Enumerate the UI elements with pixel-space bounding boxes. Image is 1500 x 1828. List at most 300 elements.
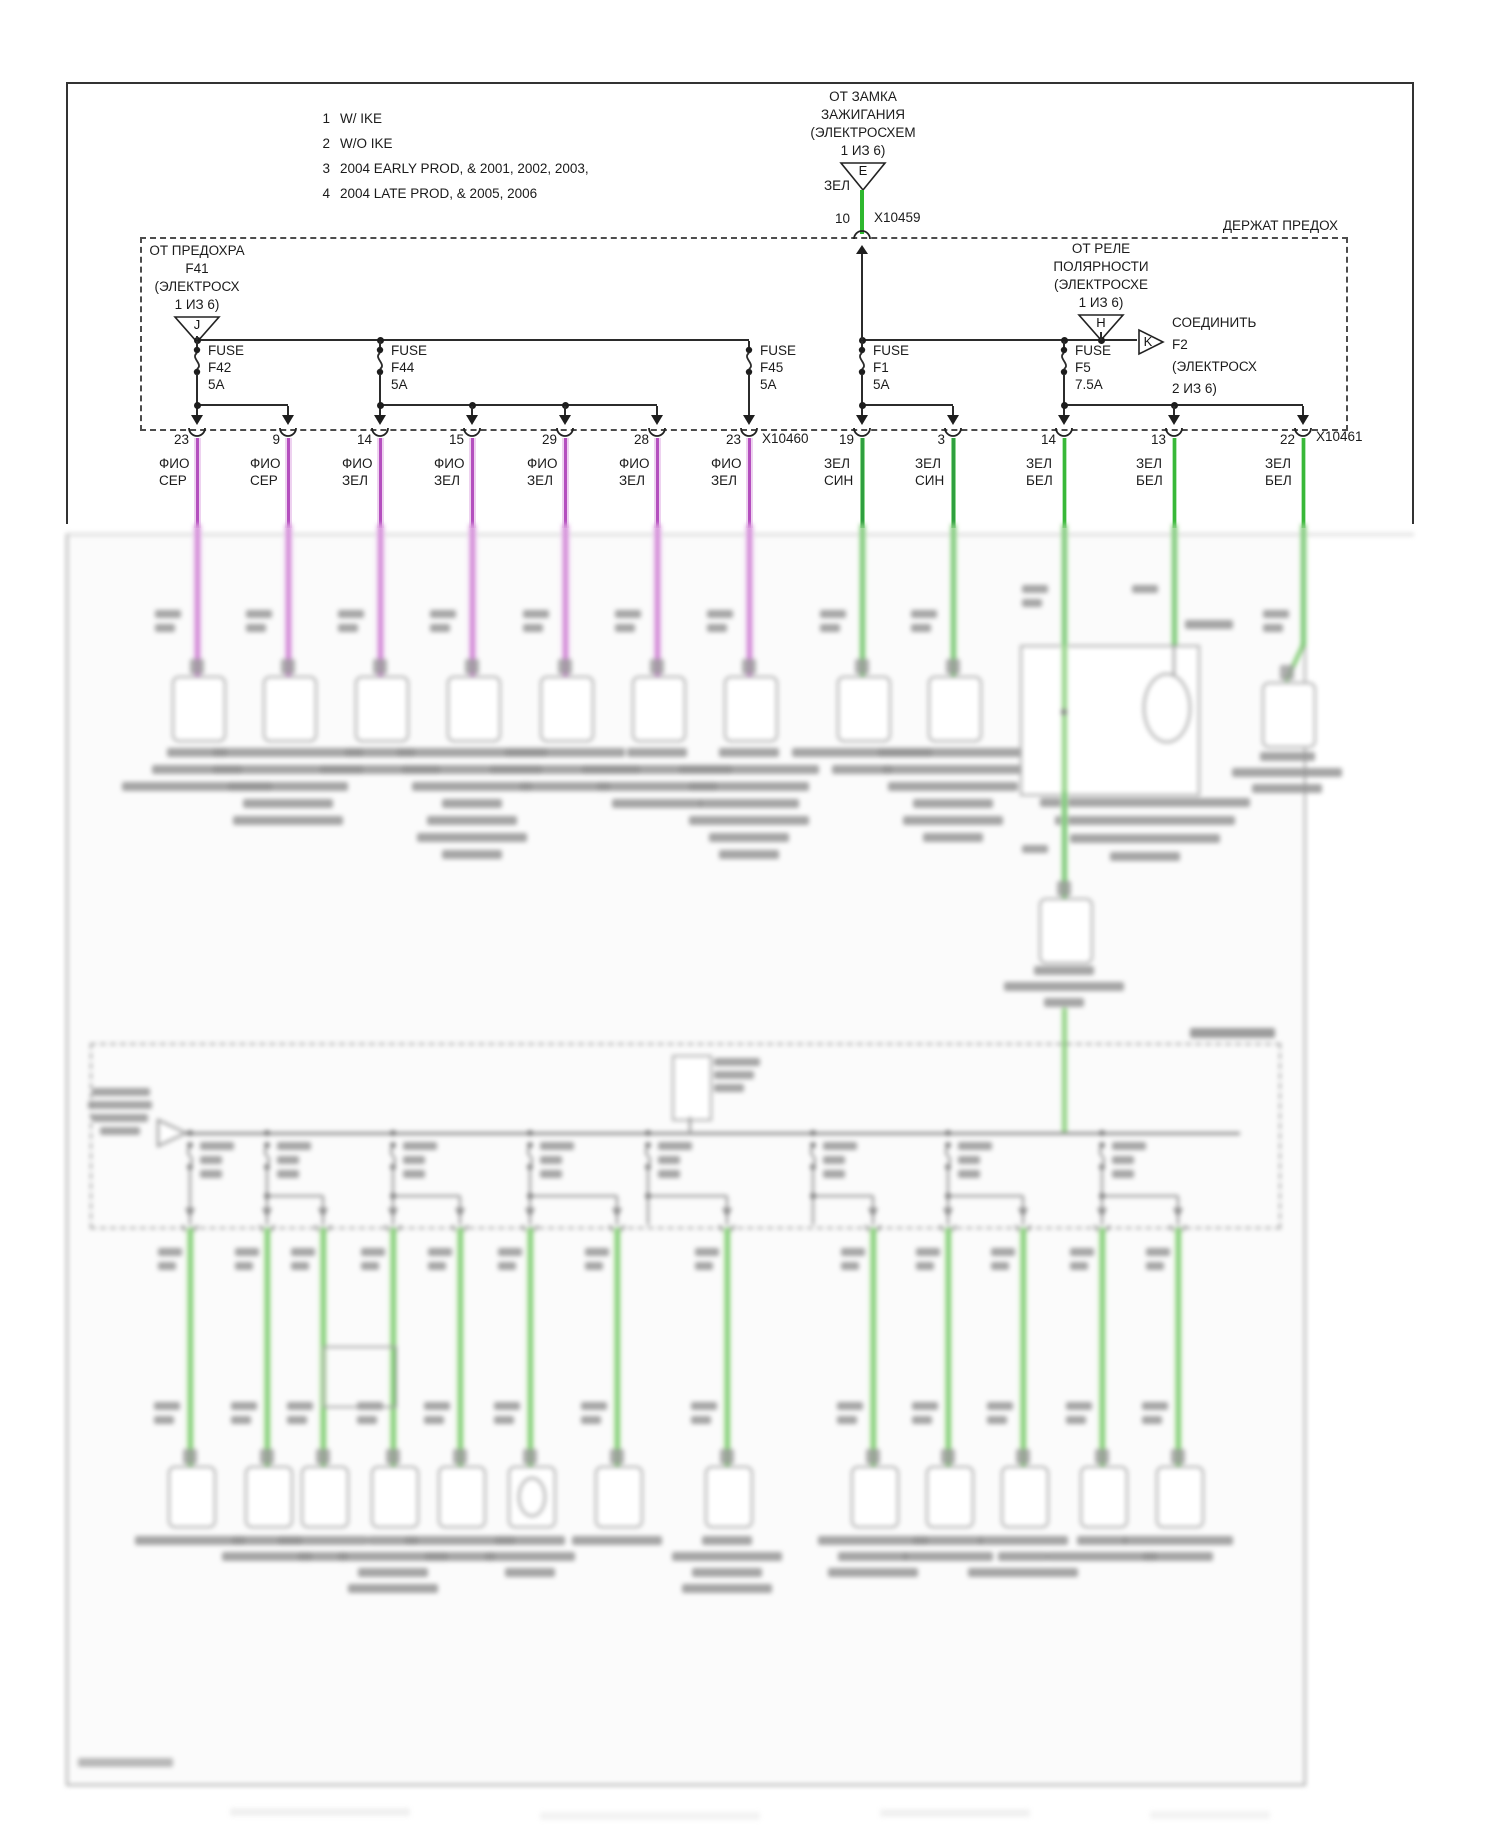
blurred-component-box	[540, 676, 594, 742]
blurred-component-box	[438, 1466, 486, 1528]
wire-color-label: ФИО	[342, 456, 373, 471]
blurred-text-smudge	[615, 610, 641, 618]
source-text: (ЭЛЕКТРОСХЕ	[1054, 277, 1148, 292]
blurred-text-smudge	[941, 1449, 955, 1464]
blurred-jog-drop	[322, 1196, 324, 1225]
blurred-junction-dot	[1061, 709, 1067, 715]
wire-color-label: СЕР	[250, 473, 278, 488]
blurred-text-smudge	[338, 610, 364, 618]
wire-color-label: ЗЕЛ	[915, 456, 942, 471]
blurred-fuse-icon	[940, 1140, 956, 1172]
blurred-junction-dot	[945, 1193, 951, 1199]
wire-violet-core	[379, 438, 382, 528]
blurred-text-smudge	[316, 1449, 330, 1464]
blurred-text-smudge	[495, 1536, 565, 1545]
blurred-component-box	[724, 676, 778, 742]
blurred-text-smudge	[612, 799, 702, 808]
blurred-text-smudge	[903, 1552, 993, 1561]
blurred-text-smudge	[1143, 1552, 1213, 1561]
wire-green	[860, 438, 865, 528]
triangle-h-icon	[1077, 314, 1125, 342]
blurred-text-smudge	[78, 1758, 173, 1767]
blurred-text-smudge	[691, 1402, 717, 1410]
wire-color-label: ЗЕЛ	[1136, 456, 1163, 471]
svg-text:J: J	[193, 317, 201, 332]
blurred-text-smudge	[357, 1402, 383, 1410]
blurred-text-smudge	[167, 748, 227, 757]
source-text: ОТ ЗАМКА	[829, 89, 897, 104]
blurred-text-smudge	[1142, 1416, 1162, 1424]
blurred-text-smudge	[903, 816, 1003, 825]
wire-color-label: СИН	[915, 473, 945, 488]
blurred-text-smudge	[243, 799, 333, 808]
blurred-text-smudge	[1190, 1028, 1275, 1038]
blurred-arrow-down-icon	[1096, 1206, 1108, 1218]
blurred-component-box	[595, 1466, 643, 1528]
blurred-jog-drop	[872, 1196, 874, 1225]
blurred-text-smudge	[1146, 1262, 1164, 1270]
blurred-text-smudge	[1077, 1536, 1127, 1545]
blurred-text-smudge	[361, 1248, 385, 1256]
pin-number: 23	[725, 432, 741, 447]
triangle-j-icon	[173, 316, 221, 344]
blurred-text-smudge	[1047, 1552, 1157, 1561]
blurred-text-smudge	[357, 1416, 377, 1424]
blurred-text-smudge	[403, 1156, 425, 1164]
blurred-text-smudge	[916, 1248, 940, 1256]
blurred-text-smudge	[152, 765, 242, 774]
blurred-text-smudge	[987, 1416, 1007, 1424]
blurred-wire-green	[859, 524, 866, 676]
blurred-text-smudge	[742, 659, 756, 674]
blurred-text-smudge	[231, 1402, 257, 1410]
blurred-wire-violet	[468, 524, 477, 676]
blurred-text-smudge	[228, 782, 348, 791]
pin-number: 29	[541, 432, 557, 447]
blurred-jog-drop	[1177, 1196, 1179, 1225]
blurred-text-smudge	[540, 1142, 574, 1150]
blurred-fuse-out	[529, 1168, 531, 1225]
fuse-amps: 5A	[760, 377, 777, 392]
source-text: СОЕДИНИТЬ	[1172, 315, 1257, 330]
source-text: F41	[185, 261, 209, 276]
blurred-arrow-down-icon	[867, 1206, 879, 1218]
source-text: 1 ИЗ 6)	[1078, 295, 1124, 310]
wire-color-label: СИН	[824, 473, 854, 488]
blurred-wire-green	[456, 1228, 464, 1466]
blurred-text-smudge	[442, 850, 502, 859]
wire-color-label: ЗЕЛ	[527, 473, 554, 488]
wire-violet	[194, 438, 201, 528]
blurred-text-smudge	[820, 624, 840, 632]
blurred-arrow-down-icon	[942, 1206, 954, 1218]
wire-color-label: БЕЛ	[1136, 473, 1163, 488]
blurred-wire-green-core	[189, 1228, 192, 1466]
blurred-text-smudge	[820, 610, 846, 618]
wire-color-label: СЕР	[159, 473, 187, 488]
blurred-wire-green-core	[1302, 524, 1305, 646]
blurred-component-box	[1039, 898, 1093, 964]
blurred-fuse-out	[392, 1168, 394, 1225]
blurred-wire-green	[944, 1228, 952, 1466]
blurred-component-box	[705, 1466, 753, 1528]
blurred-text-smudge	[883, 765, 1023, 774]
blurred-component-box	[837, 676, 891, 742]
blurred-wire-green-core	[322, 1228, 325, 1466]
blurred-text-smudge	[958, 1156, 980, 1164]
blurred-text-smudge	[709, 833, 789, 842]
blurred-text-smudge	[714, 1071, 754, 1079]
wire-violet	[377, 438, 384, 528]
blurred-text-smudge	[291, 1248, 315, 1256]
source-text: (ЭЛЕКТРОСХ	[1172, 359, 1257, 374]
blurred-text-smudge	[720, 1449, 734, 1464]
blurred-arrow-down-icon	[1172, 1206, 1184, 1218]
blurred-text-smudge	[714, 1084, 744, 1092]
blurred-arrow-down-icon	[184, 1206, 196, 1218]
blurred-fuse-out	[812, 1168, 814, 1225]
blurred-junction-dot	[945, 1130, 951, 1136]
blurred-text-smudge	[490, 765, 640, 774]
source-polarity-relay	[1006, 240, 1196, 342]
blurred-wire-violet	[193, 524, 202, 676]
blurred-text-smudge	[585, 1248, 609, 1256]
wire-violet	[285, 438, 292, 528]
blurred-text-smudge	[1016, 1449, 1030, 1464]
blurred-wire-violet	[284, 524, 293, 676]
legend-item-label: W/ IKE	[340, 111, 383, 126]
blurred-text-smudge	[692, 1568, 762, 1577]
source-from-fuse-f41	[102, 242, 292, 344]
blurred-fuse-out	[1101, 1168, 1103, 1225]
blurred-jog-line	[813, 1195, 873, 1197]
blurred-text-smudge	[1066, 1416, 1086, 1424]
blurred-junction-dot	[390, 1193, 396, 1199]
blurred-fuse-icon	[522, 1140, 538, 1172]
blurred-wire-green-core	[1063, 524, 1066, 645]
blurred-bracket	[323, 1346, 397, 1408]
blurred-text-smudge	[291, 1262, 309, 1270]
blurred-arrow-down-icon	[454, 1206, 466, 1218]
blurred-arrow-down-icon	[611, 1206, 623, 1218]
blurred-text-smudge	[912, 1416, 932, 1424]
connector-label-x10459: X10459	[874, 210, 921, 225]
blurred-text-smudge	[92, 1088, 150, 1096]
blurred-junction-dot	[264, 1130, 270, 1136]
wire-color-label: ФИО	[527, 456, 558, 471]
blurred-junction-dot	[527, 1130, 533, 1136]
blurred-wire-green	[613, 1228, 621, 1466]
legend-item-num: 2	[322, 136, 330, 151]
blurred-text-smudge	[498, 1248, 522, 1256]
blurred-text-smudge	[281, 659, 295, 674]
source-text: ЗАЖИГАНИЯ	[821, 107, 905, 122]
blurred-text-smudge	[691, 1416, 711, 1424]
blurred-wire-violet-core	[471, 524, 474, 676]
blurred-wire-violet	[653, 524, 662, 676]
blurred-text-smudge	[213, 748, 363, 757]
blurred-text-smudge	[837, 1416, 857, 1424]
blurred-text-smudge	[991, 1248, 1015, 1256]
svg-text:K: K	[1143, 334, 1153, 349]
blurred-text-smudge	[1185, 620, 1233, 629]
blurred-component-box	[301, 1466, 349, 1528]
blurred-text-smudge	[523, 624, 543, 632]
wire-color-label: ФИО	[250, 456, 281, 471]
wire-color-label: ФИО	[619, 456, 650, 471]
fuse-amps: 5A	[208, 377, 225, 392]
blurred-text-smudge	[260, 1449, 274, 1464]
blurred-connector-icon	[718, 1220, 736, 1230]
blurred-text-smudge	[277, 1142, 311, 1150]
wire-color-label: ФИО	[711, 456, 742, 471]
blurred-text-smudge	[231, 1416, 251, 1424]
blurred-text-smudge	[823, 1142, 857, 1150]
blurred-text-smudge	[707, 610, 733, 618]
wire-violet-core	[287, 438, 290, 528]
blurred-connector-icon	[864, 1220, 882, 1230]
blurred-junction-dot	[645, 1193, 651, 1199]
blurred-wire-green-core	[872, 1228, 875, 1466]
blurred-text-smudge	[100, 1127, 140, 1135]
blurred-text-smudge	[403, 1170, 425, 1178]
blurred-component-box	[632, 676, 686, 742]
source-text: ОТ РЕЛЕ	[1071, 241, 1131, 256]
blurred-arrow-down-icon	[1017, 1206, 1029, 1218]
pin-number: 9	[272, 432, 280, 447]
blurred-wire-green-diagonal	[1284, 644, 1305, 682]
blurred-text-smudge	[610, 1449, 624, 1464]
fuse-amps: 5A	[391, 377, 408, 392]
sheet-border-top	[66, 82, 1414, 84]
blurred-text-smudge	[837, 1402, 863, 1410]
blurred-component-box	[245, 1466, 293, 1528]
blurred-text-smudge	[338, 1552, 448, 1561]
sheet-border-right	[1412, 82, 1414, 524]
blurred-wire-green-core	[947, 1228, 950, 1466]
blurred-text-smudge	[682, 1584, 772, 1593]
wire-violet-core	[564, 438, 567, 528]
blurred-arrow-down-icon	[721, 1206, 733, 1218]
blurred-text-smudge	[465, 659, 479, 674]
wire-color-label: ЗЕЛ	[619, 473, 646, 488]
blurred-text-smudge	[880, 1809, 1030, 1817]
blurred-jog-line	[648, 1195, 727, 1197]
wire-color-label: ЗЕЛ	[434, 473, 461, 488]
blurred-text-smudge	[585, 1262, 603, 1270]
blurred-text-smudge	[424, 1416, 444, 1424]
blurred-text-smudge	[430, 610, 456, 618]
blurred-text-smudge	[154, 1402, 180, 1410]
blurred-wire-green-core	[392, 1228, 395, 1466]
ignition-wire-green	[860, 190, 864, 234]
blurred-arrow-down-icon	[261, 1206, 273, 1218]
blurred-text-smudge	[958, 1170, 980, 1178]
fuse-name: F1	[873, 360, 889, 375]
blurred-wire-green-core	[952, 524, 955, 676]
fuse-label: FUSE	[760, 343, 797, 358]
blurred-text-smudge	[878, 748, 1028, 757]
legend-item-num: 3	[322, 161, 330, 176]
blurred-text-smudge	[1263, 610, 1289, 618]
blurred-text-smudge	[679, 765, 819, 774]
blurred-component-box	[355, 676, 409, 742]
blurred-text-smudge	[1112, 1170, 1134, 1178]
svg-text:H: H	[1096, 315, 1106, 330]
blurred-junction-dot	[264, 1193, 270, 1199]
fuse-amps: 7.5A	[1075, 377, 1103, 392]
blurred-text-smudge	[200, 1170, 222, 1178]
blurred-text-smudge	[1112, 1156, 1134, 1164]
blurred-wire-green	[869, 1228, 877, 1466]
blurred-component-box	[1262, 682, 1316, 748]
blurred-wire-green-core	[1177, 1228, 1180, 1466]
blurred-wire-green-core	[1063, 645, 1066, 792]
wire-greenlight	[1172, 438, 1177, 528]
blurred-wire-violet-core	[379, 524, 382, 676]
blurred-text-smudge	[412, 782, 532, 791]
blurred-text-smudge	[122, 782, 272, 791]
blurred-arrow-down-icon	[317, 1206, 329, 1218]
blurred-text-smudge	[222, 1552, 312, 1561]
wire-greenlight-core	[1063, 438, 1066, 528]
blurred-wire-violet	[376, 524, 385, 676]
blurred-text-smudge	[946, 659, 960, 674]
blurred-text-smudge	[581, 1416, 601, 1424]
sheet-transition-line	[66, 533, 1414, 536]
blurred-text-smudge	[695, 1262, 713, 1270]
blurred-text-smudge	[558, 659, 572, 674]
blurred-text-smudge	[277, 1156, 299, 1164]
blurred-wire-green-core	[616, 1228, 619, 1466]
blurred-text-smudge	[866, 1449, 880, 1464]
blurred-text-smudge	[442, 799, 502, 808]
blurred-text-smudge	[402, 765, 542, 774]
source-text: ПОЛЯРНОСТИ	[1053, 259, 1149, 274]
blurred-text-smudge	[1004, 982, 1124, 991]
blurred-text-smudge	[1034, 966, 1094, 975]
legend-item-label: 2004 LATE PROD, & 2005, 2006	[340, 186, 538, 201]
blurred-text-smudge	[1040, 798, 1250, 807]
blurred-wire-green	[1061, 792, 1068, 898]
blurred-text-smudge	[792, 748, 932, 757]
pin-number: 15	[448, 432, 464, 447]
source-text: (ЭЛЕКТРОСХЕМ	[810, 125, 916, 140]
blurred-text-smudge	[540, 1170, 562, 1178]
blurred-text-smudge	[1232, 768, 1342, 777]
blurred-wire-green	[950, 524, 957, 676]
blurred-component-box	[1001, 1466, 1049, 1528]
blurred-wire-green-core	[861, 524, 864, 676]
blurred-wire-green	[1098, 1228, 1106, 1466]
blurred-junction-dot	[810, 1193, 816, 1199]
blurred-connector-icon	[258, 1220, 276, 1230]
blurred-text-smudge	[987, 1402, 1013, 1410]
blurred-sheet	[67, 532, 1305, 1786]
blurred-text-smudge	[1260, 752, 1315, 761]
blurred-text-smudge	[581, 1402, 607, 1410]
blurred-component-box	[926, 1466, 974, 1528]
blurred-fuse-icon	[259, 1140, 275, 1172]
blurred-component-box	[508, 1466, 556, 1528]
pin-number: 14	[356, 432, 372, 447]
blurred-connector-icon	[451, 1220, 469, 1230]
blurred-bus-line	[186, 1132, 1240, 1135]
pin-number: 3	[937, 432, 945, 447]
blurred-wire-violet-core	[748, 524, 751, 676]
blurred-text-smudge	[1150, 1811, 1270, 1819]
blurred-component-box	[1080, 1466, 1128, 1528]
blurred-text-smudge	[923, 833, 983, 842]
blurred-text-smudge	[1022, 845, 1048, 853]
blurred-text-smudge	[540, 1812, 760, 1820]
blurred-text-smudge	[158, 1262, 176, 1270]
pin-number: 13	[1150, 432, 1166, 447]
blurred-wire-green	[389, 1228, 397, 1466]
blurred-text-smudge	[213, 765, 363, 774]
blurred-text-smudge	[841, 1262, 859, 1270]
blurred-text-smudge	[430, 624, 450, 632]
wire-color-label: ФИО	[159, 456, 190, 471]
blurred-wire-green	[526, 1228, 534, 1466]
blurred-text-smudge	[1123, 1536, 1233, 1545]
blurred-text-smudge	[1095, 1449, 1109, 1464]
blurred-text-smudge	[287, 1416, 307, 1424]
wire-color-label: ЗЕЛ	[824, 456, 851, 471]
blurred-text-smudge	[92, 1114, 148, 1122]
source-text: 1 ИЗ 6)	[174, 297, 220, 312]
wire-green	[951, 438, 956, 528]
blurred-text-smudge	[689, 816, 809, 825]
blurred-text-smudge	[345, 748, 415, 757]
blurred-component-box	[168, 1466, 216, 1528]
blurred-text-smudge	[699, 799, 799, 808]
wire-violet	[562, 438, 569, 528]
wire-color-label: ЗЕЛ	[1026, 456, 1053, 471]
blurred-text-smudge	[991, 1262, 1009, 1270]
blurred-text-smudge	[246, 624, 266, 632]
blurred-text-smudge	[823, 1170, 845, 1178]
blurred-text-smudge	[485, 1552, 575, 1561]
source-text: 2 ИЗ 6)	[1172, 381, 1217, 396]
wire-violet-core	[196, 438, 199, 528]
fuse-name: F5	[1075, 360, 1091, 375]
blurred-junction-dot	[645, 1130, 651, 1136]
blurred-junction-dot	[527, 1193, 533, 1199]
wire-green-core	[861, 438, 864, 528]
blurred-text-smudge	[1055, 816, 1235, 825]
wire-greenlight	[1062, 438, 1067, 528]
blurred-wire-green	[1061, 645, 1068, 792]
blurred-jog-line	[948, 1195, 1023, 1197]
blurred-text-smudge	[235, 1248, 259, 1256]
blurred-text-smudge	[135, 1536, 245, 1545]
blurred-inner-module	[672, 1055, 712, 1121]
blurred-text-smudge	[1146, 1248, 1170, 1256]
blurred-connector-icon	[521, 1220, 539, 1230]
wire-violet	[469, 438, 476, 528]
blurred-text-smudge	[650, 659, 664, 674]
fuse-label: FUSE	[391, 343, 428, 358]
distribution-box	[90, 1043, 1281, 1229]
blurred-text-smudge	[658, 1170, 680, 1178]
blurred-text-smudge	[235, 1262, 253, 1270]
blurred-text-smudge	[572, 1536, 662, 1545]
fuse-holder-label: ДЕРЖАТ ПРЕДОХ	[1222, 218, 1338, 233]
blurred-text-smudge	[320, 765, 440, 774]
blurred-text-smudge	[155, 610, 181, 618]
blurred-text-smudge	[277, 1170, 299, 1178]
